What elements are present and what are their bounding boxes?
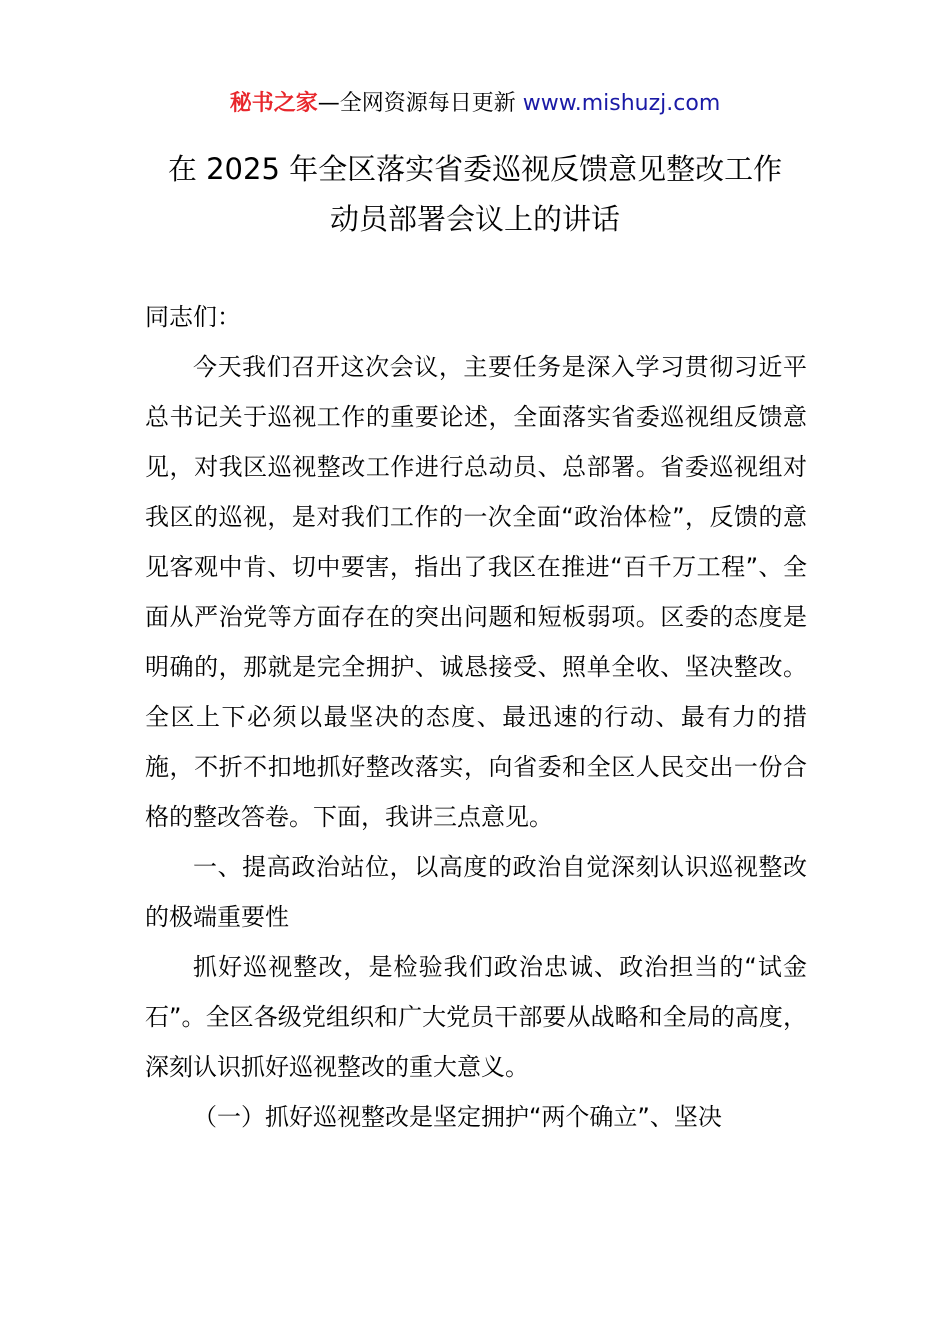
subsection-heading-1: （一）抓好巡视整改是坚定拥护“两个确立”、坚决 bbox=[193, 1103, 722, 1131]
paragraph-section-1: 抓好巡视整改，是检验我们政治忠诚、政治担当的“试金石”。全区各级党组织和广大党员干部要从战略和全局的高度，深刻认识抓好巡视整改的重大意义。 bbox=[145, 953, 807, 1081]
title-line-2: 动员部署会议上的讲话 bbox=[329, 202, 620, 236]
section-heading-1: 一、提高政治站位，以高度的政治自觉深刻认识巡视整改的极端重要性 bbox=[145, 853, 807, 931]
title-line-1: 在 2025 年全区落实省委巡视反馈意见整改工作 bbox=[167, 152, 783, 186]
document-title bbox=[0, 144, 950, 244]
salutation: 同志们： bbox=[145, 303, 241, 331]
site-url-link[interactable]: www.mishuzj.com bbox=[522, 91, 721, 116]
paragraph-intro: 今天我们召开这次会议，主要任务是深入学习贯彻习近平总书记关于巡视工作的重要论述，全面落实省委巡视组反馈意见，对我区巡视整改工作进行总动员、总部署。省委巡视组对我区的巡视，是对我们工作的一次全面“政治体检”，反馈的意见客观中肯、切中要害，指出了我区在推进“百千万工程”、全面从严治党等方面存在的突出问题和短板弱项。区委的态度是明确的，那就是完全拥护、诚恳接受、照单全收、坚决整改。全区上下必须以最坚决的态度、最迅速的行动、最有力的措施，不折不扣地抓好整改落实，向省委和全区人民交出一份合格的整改答卷。下面，我讲三点意见。 bbox=[145, 353, 807, 831]
document-body bbox=[145, 292, 807, 1142]
site-header bbox=[0, 86, 950, 122]
site-brand: 秘书之家 bbox=[229, 91, 318, 116]
site-slogan: —全网资源每日更新 bbox=[317, 91, 523, 116]
